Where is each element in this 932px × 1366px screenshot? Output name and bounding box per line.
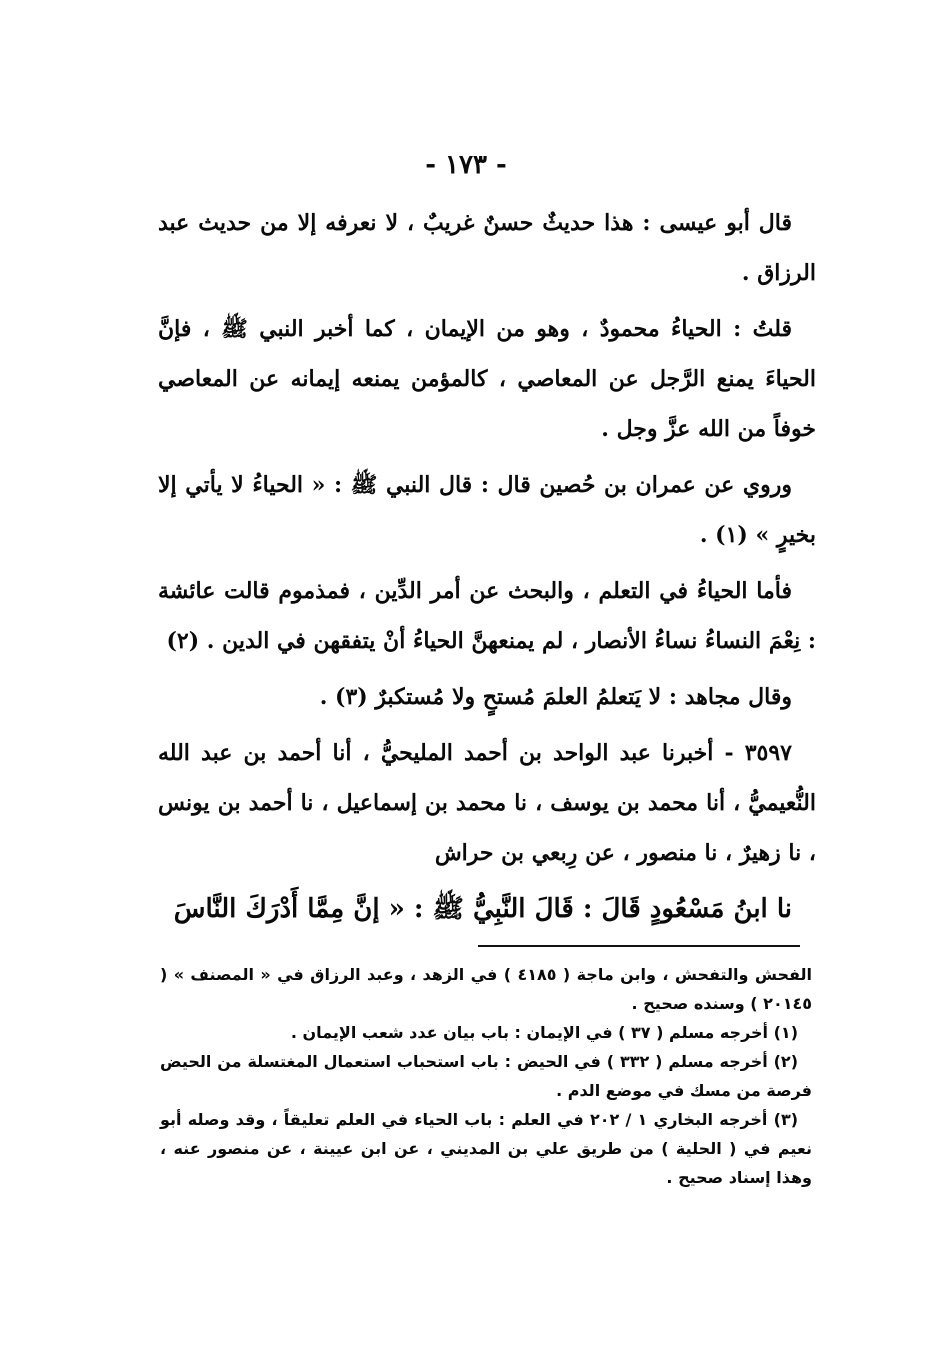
footnote-divider	[478, 945, 800, 947]
footnote-1: (١) أخرجه مسلم ( ٣٧ ) في الإيمان : باب بيان عدد شعب الإيمان .	[290, 1023, 798, 1042]
paragraph-hadith-3597: ٣٥٩٧ - أخبرنا عبد الواحد بن أحمد المليحيُّ ، أنا أحمد بن عبد الله النُّعيميُّ ، أنا محمد بن يوسف ، نا محمد بن إسماعيل ، نا أحمد بن يونس ، نا زهيرٌ ، نا منصور ، عن رِبعي بن حراش	[158, 740, 816, 866]
footnote-3: (٣) أخرجه البخاري ١ / ٢٠٢ في العلم : باب الحياء في العلم تعليقاً ، وقد وصله أبو نعيم في ( الحلية ) من طريق علي بن المديني ، عن ابن عيينة ، عن منصور عنه ، وهذا إسناد صحيح .	[160, 1110, 812, 1187]
paragraph-abu-isa: قال أبو عيسى : هذا حديثٌ حسنٌ غريبٌ ، لا نعرفه إلا من حديث عبد الرزاق .	[158, 210, 816, 286]
page-number: - ١٧٣ -	[425, 150, 507, 180]
paragraph-ibn-masud: نا ابنُ مَسْعُودٍ قَالَ : قَالَ النَّبِيُّ ﷺ : « إنَّ مِمَّا أَدْرَكَ النَّاسَ	[173, 894, 792, 924]
main-text	[158, 198, 816, 940]
footnote-2: (٢) أخرجه مسلم ( ٣٣٢ ) في الحيض : باب استحباب استعمال المغتسلة من الحيض فرصة من مسك في موضع الدم .	[160, 1052, 812, 1100]
paragraph-haya-madhmum: فأما الحياءُ في التعلم ، والبحث عن أمر الدِّين ، فمذموم قالت عائشة : نِعْمَ النساءُ نساءُ الأنصار ، لم يمنعهنَّ الحياءُ أنْ يتفقهن في الدين . (٢)	[158, 578, 816, 654]
paragraph-mujahid: وقال مجاهد : لا يَتعلمُ العلمَ مُستحٍ ولا مُستكبرٌ (٣) .	[319, 684, 792, 710]
footnotes	[160, 960, 812, 1192]
footnote-carryover: الفحش والتفحش ، وابن ماجة ( ٤١٨٥ ) في الزهد ، وعبد الرزاق في « المصنف » ( ٢٠١٤٥ ) وسنده صحيح .	[160, 965, 812, 1013]
paragraph-haya-mahmud: قلتُ : الحياءُ محمودٌ ، وهو من الإيمان ، كما أخبر النبي ﷺ ، فإنَّ الحياءَ يمنع الرَّجل عن المعاصي ، كالمؤمن يمنعه إيمانه عن المعاصي خوفاً من الله عزَّ وجل .	[158, 316, 816, 442]
paragraph-imran-hadith: وروي عن عمران بن حُصين قال : قال النبي ﷺ : « الحياءُ لا يأتي إلا بخيرٍ » (١) .	[158, 472, 816, 548]
